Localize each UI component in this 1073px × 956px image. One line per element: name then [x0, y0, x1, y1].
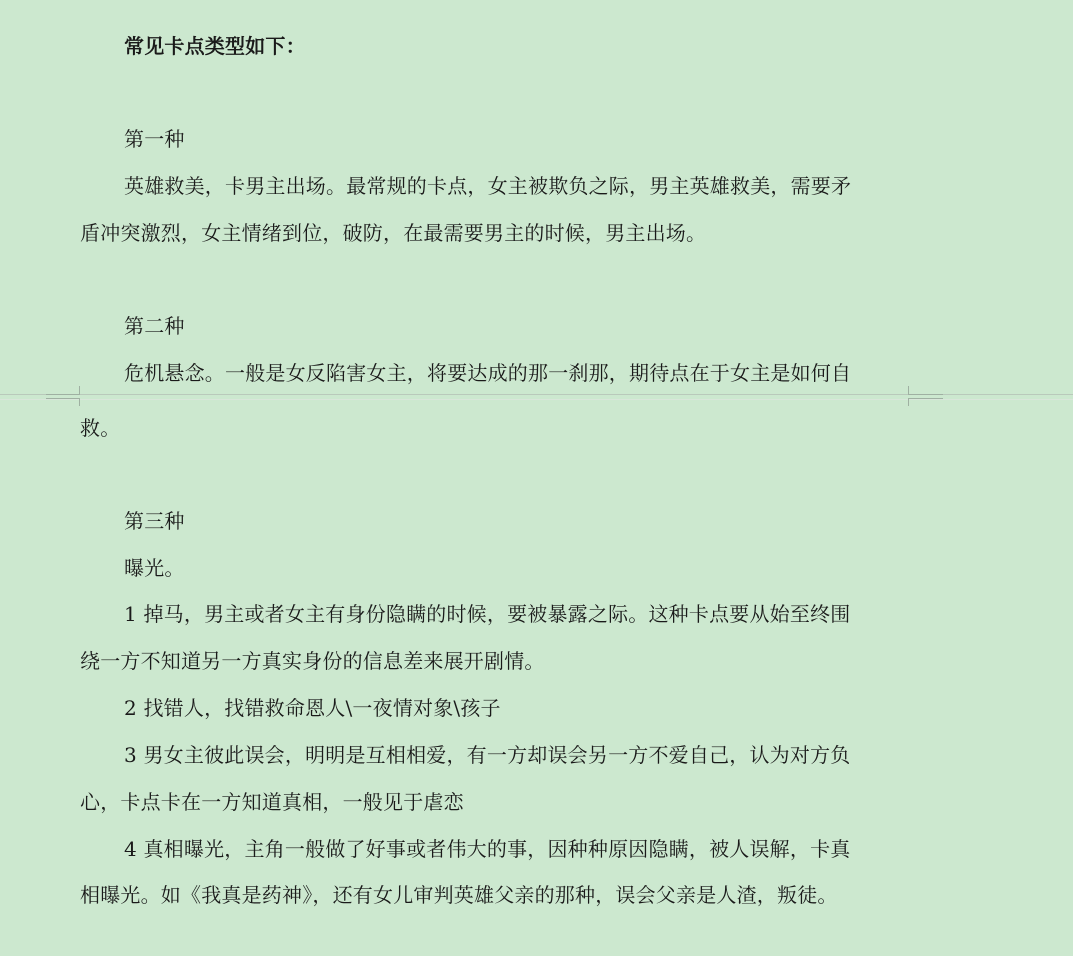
- section-1-line-2: 盾冲突激烈，女主情绪到位，破防，在最需要男主的时候，男主出场。: [80, 221, 707, 245]
- section-3-line-2: 1 掉马，男主或者女主有身份隐瞒的时候，要被暴露之际。这种卡点要从始至终围: [124, 602, 851, 626]
- section-3-line-6: 心，卡点卡在一方知道真相，一般见于虐恋: [80, 790, 464, 814]
- page-corner-mark: [908, 398, 943, 406]
- section-3-line-5: 3 男女主彼此误会，明明是互相相爱，有一方却误会另一方不爱自己，认为对方负: [124, 743, 851, 767]
- section-3-line-8: 相曝光。如《我真是药神》，还有女儿审判英雄父亲的那种，误会父亲是人渣，叛徒。: [80, 883, 838, 907]
- page-corner-mark: [46, 398, 80, 406]
- section-2-line-2: 救。: [80, 416, 121, 440]
- page-corner-mark: [46, 386, 80, 395]
- page-corner-mark: [908, 386, 943, 395]
- document-heading: 常见卡点类型如下：: [124, 34, 306, 58]
- section-1-line-1: 英雄救美，卡男主出场。最常规的卡点，女主被欺负之际，男主英雄救美，需要矛: [124, 174, 852, 198]
- section-2-line-1: 危机悬念。一般是女反陷害女主，将要达成的那一刹那，期待点在于女主是如何自: [124, 361, 852, 385]
- section-3-title: 第三种: [124, 509, 185, 533]
- section-3-line-7: 4 真相曝光，主角一般做了好事或者伟大的事，因种种原因隐瞒，被人误解，卡真: [124, 837, 851, 861]
- section-3-line-1: 曝光。: [124, 556, 185, 580]
- section-3-line-3: 绕一方不知道另一方真实身份的信息差来展开剧情。: [80, 649, 545, 673]
- section-2-title: 第二种: [124, 314, 185, 338]
- section-3-line-4: 2 找错人，找错救命恩人\一夜情对象\孩子: [124, 696, 501, 720]
- section-1-title: 第一种: [124, 127, 185, 151]
